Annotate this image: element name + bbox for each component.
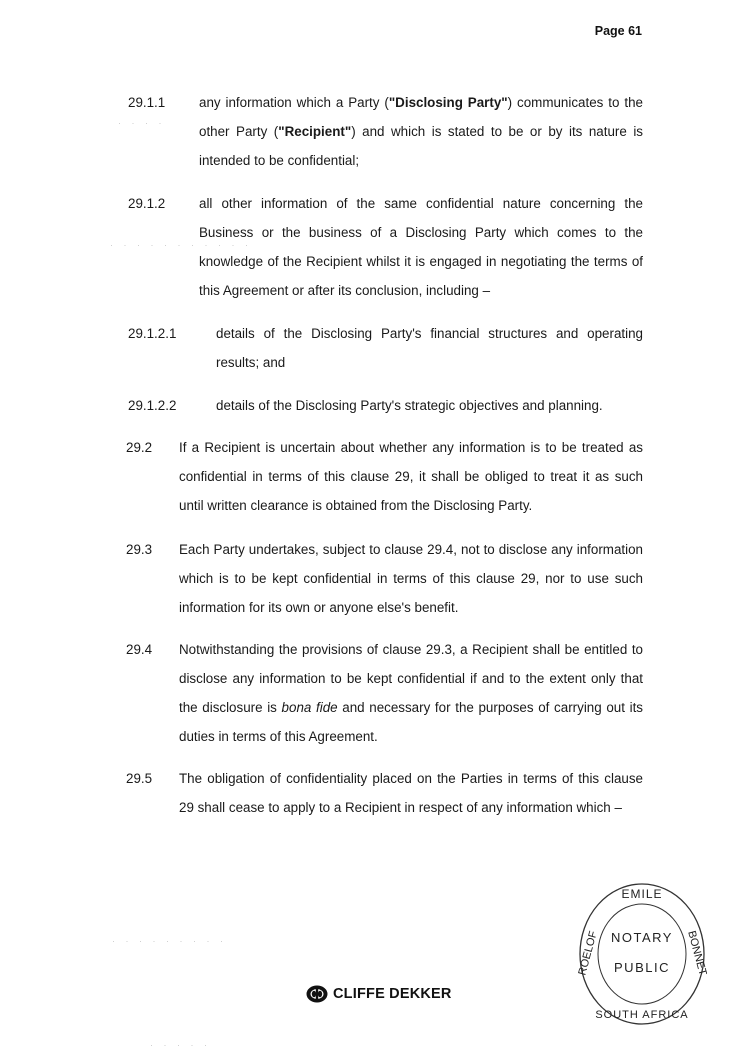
cliffe-dekker-emblem-icon — [306, 985, 328, 1003]
notary-seal-ring-icon — [577, 880, 707, 1028]
italic-term-bona-fide: bona fide — [281, 700, 338, 715]
clause-text: Notwithstanding the provisions of clause 29.3, a Recipient shall be entitled to disclose any information to be kept confidential if and to the extent only that the disclosure is bona fide and necessary for the purposes of carrying out its duties in terms of this Agreement. — [179, 642, 644, 744]
scan-artifact: · · · · · · · · · · · — [110, 240, 252, 250]
svg-text:SOUTH AFRICA: SOUTH AFRICA — [595, 1009, 689, 1021]
scan-artifact: · · · · · — [150, 1040, 211, 1050]
clause-number: 29.1.1 — [128, 95, 166, 110]
notary-seal — [577, 880, 707, 1028]
clause-number: 29.1.2 — [128, 196, 166, 211]
clause-number: 29.3 — [126, 542, 153, 557]
clause-number: 29.2 — [126, 440, 153, 455]
clause-number: 29.1.2.2 — [128, 398, 177, 413]
defined-term-disclosing-party: "Disclosing Party" — [388, 95, 508, 110]
clause-text: details of the Disclosing Party's financial structures and operating results; and — [216, 326, 643, 370]
defined-term-recipient: "Recipient" — [278, 124, 352, 139]
svg-text:EMILE: EMILE — [621, 887, 663, 901]
clause-text: all other information of the same confidential nature concerning the Business or the business of a Disclosing Party which comes to the knowledge of the Recipient whilst it is engaged in negotiating the terms of this Agreement or after its conclusion, including – — [199, 196, 643, 298]
clause-text: The obligation of confidentiality placed on the Parties in terms of this clause 29 shall cease to apply to a Recipient in respect of any information which – — [179, 771, 643, 815]
clause-text: details of the Disclosing Party's strategic objectives and planning. — [216, 398, 603, 413]
svg-text:ROELOF: ROELOF — [577, 929, 600, 977]
clause-number: 29.5 — [126, 771, 153, 786]
clause-number: 29.1.2.1 — [128, 326, 177, 341]
clause-text: If a Recipient is uncertain about whether any information is to be treated as confidential in terms of this clause 29, it shall be obliged to treat it as such until written clearance is obtained from the Disclosing Party. — [179, 440, 643, 513]
cliffe-dekker-logo — [306, 985, 452, 1003]
clause-text: any information which a Party ("Disclosing Party") communicates to the other Party ("Recipient") and which is stated to be or by its nature is intended to be confidential; — [199, 95, 643, 168]
logo-text: CLIFFE DEKKER — [333, 986, 452, 1002]
clause-text: Each Party undertakes, subject to clause 29.4, not to disclose any information which is to be kept confidential in terms of this clause 29, nor to use such information for its own or anyone else's benefit. — [179, 542, 643, 615]
clause-number: 29.4 — [126, 642, 153, 657]
page-number: Page 61 — [594, 24, 642, 38]
svg-text:BONNET: BONNET — [685, 929, 707, 977]
scan-artifact: · · · · · · · · · — [112, 936, 227, 946]
seal-notary-text: NOTARY — [611, 930, 673, 945]
scan-artifact: · · · · — [118, 118, 166, 128]
seal-public-text: PUBLIC — [614, 960, 670, 975]
